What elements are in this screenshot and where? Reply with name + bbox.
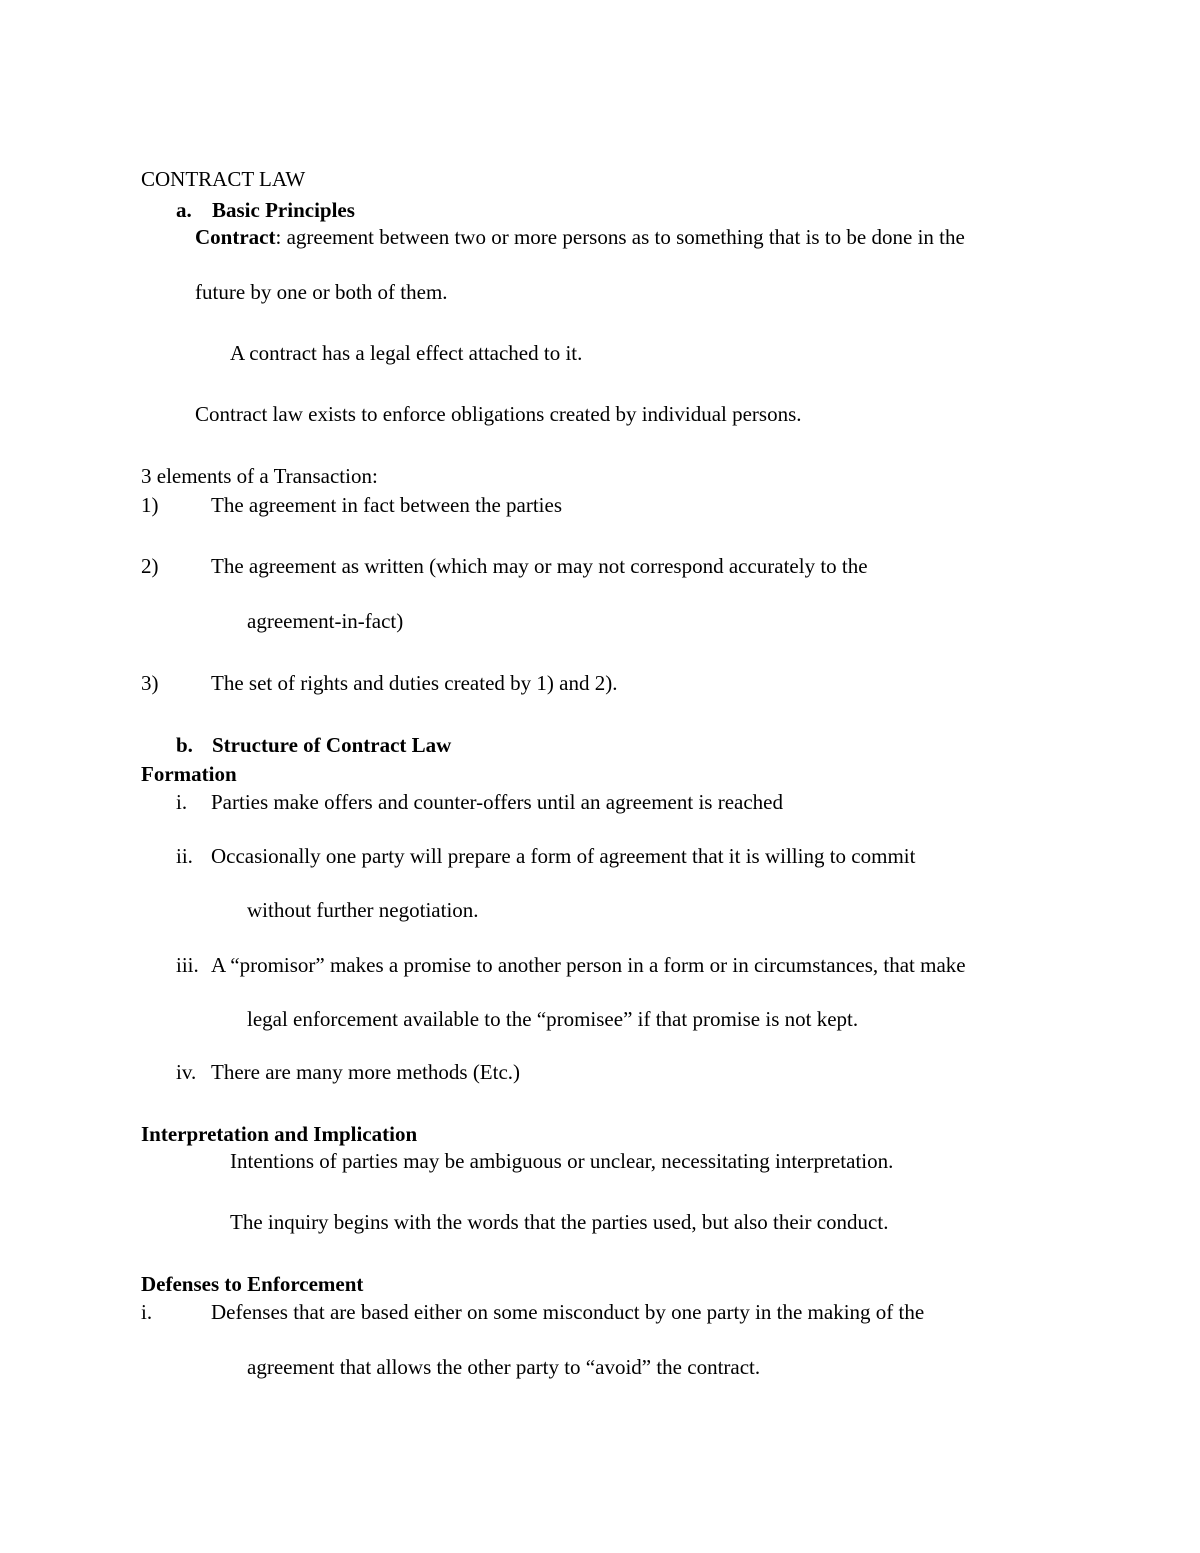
element-text-continuation: agreement-in-fact) bbox=[247, 609, 404, 633]
formation-item-number: iii. bbox=[176, 953, 199, 977]
section-b-marker: b. bbox=[176, 733, 193, 757]
formation-item-text: Occasionally one party will prepare a form of agreement that it is willing to commit bbox=[211, 844, 916, 868]
formation-item-number: i. bbox=[176, 790, 188, 814]
defenses-heading: Defenses to Enforcement bbox=[141, 1272, 364, 1296]
element-number: 1) bbox=[141, 493, 159, 517]
interpretation-heading: Interpretation and Implication bbox=[141, 1122, 418, 1146]
defense-item-number: i. bbox=[141, 1300, 153, 1324]
formation-item-text: Parties make offers and counter-offers until an agreement is reached bbox=[211, 790, 783, 814]
element-text: The agreement in fact between the parties bbox=[211, 493, 562, 517]
definition-text: : agreement between two or more persons as to something that is to be done in the bbox=[275, 225, 965, 249]
formation-item-continuation: without further negotiation. bbox=[247, 898, 479, 922]
formation-item-text: A “promisor” makes a promise to another person in a form or in circumstances, that make bbox=[211, 953, 966, 977]
section-b-heading: Structure of Contract Law bbox=[212, 733, 452, 757]
defense-item-continuation: agreement that allows the other party to “avoid” the contract. bbox=[247, 1355, 761, 1379]
element-text: The agreement as written (which may or may not correspond accurately to the bbox=[211, 554, 868, 578]
element-number: 2) bbox=[141, 554, 159, 578]
definition-term: Contract bbox=[195, 225, 276, 249]
formation-heading: Formation bbox=[141, 762, 237, 786]
formation-item-number: iv. bbox=[176, 1060, 197, 1084]
interpretation-text: The inquiry begins with the words that the parties used, but also their conduct. bbox=[230, 1210, 889, 1234]
formation-item-number: ii. bbox=[176, 844, 193, 868]
interpretation-text: Intentions of parties may be ambiguous or unclear, necessitating interpretation. bbox=[230, 1149, 894, 1173]
section-a-marker: a. bbox=[176, 198, 192, 222]
element-text: The set of rights and duties created by 1) and 2). bbox=[211, 671, 618, 695]
document-title: CONTRACT LAW bbox=[141, 167, 306, 191]
note-contract-law: Contract law exists to enforce obligations created by individual persons. bbox=[195, 402, 802, 426]
definition-continuation: future by one or both of them. bbox=[195, 280, 448, 304]
elements-intro: 3 elements of a Transaction: bbox=[141, 464, 378, 488]
contract-definition-line bbox=[195, 227, 965, 248]
formation-item-text: There are many more methods (Etc.) bbox=[211, 1060, 521, 1084]
formation-item-continuation: legal enforcement available to the “promisee” if that promise is not kept. bbox=[247, 1007, 859, 1031]
section-a-heading: Basic Principles bbox=[212, 198, 355, 222]
defense-item-text: Defenses that are based either on some misconduct by one party in the making of the bbox=[211, 1300, 925, 1324]
note-legal-effect: A contract has a legal effect attached to it. bbox=[230, 341, 583, 365]
element-number: 3) bbox=[141, 671, 159, 695]
